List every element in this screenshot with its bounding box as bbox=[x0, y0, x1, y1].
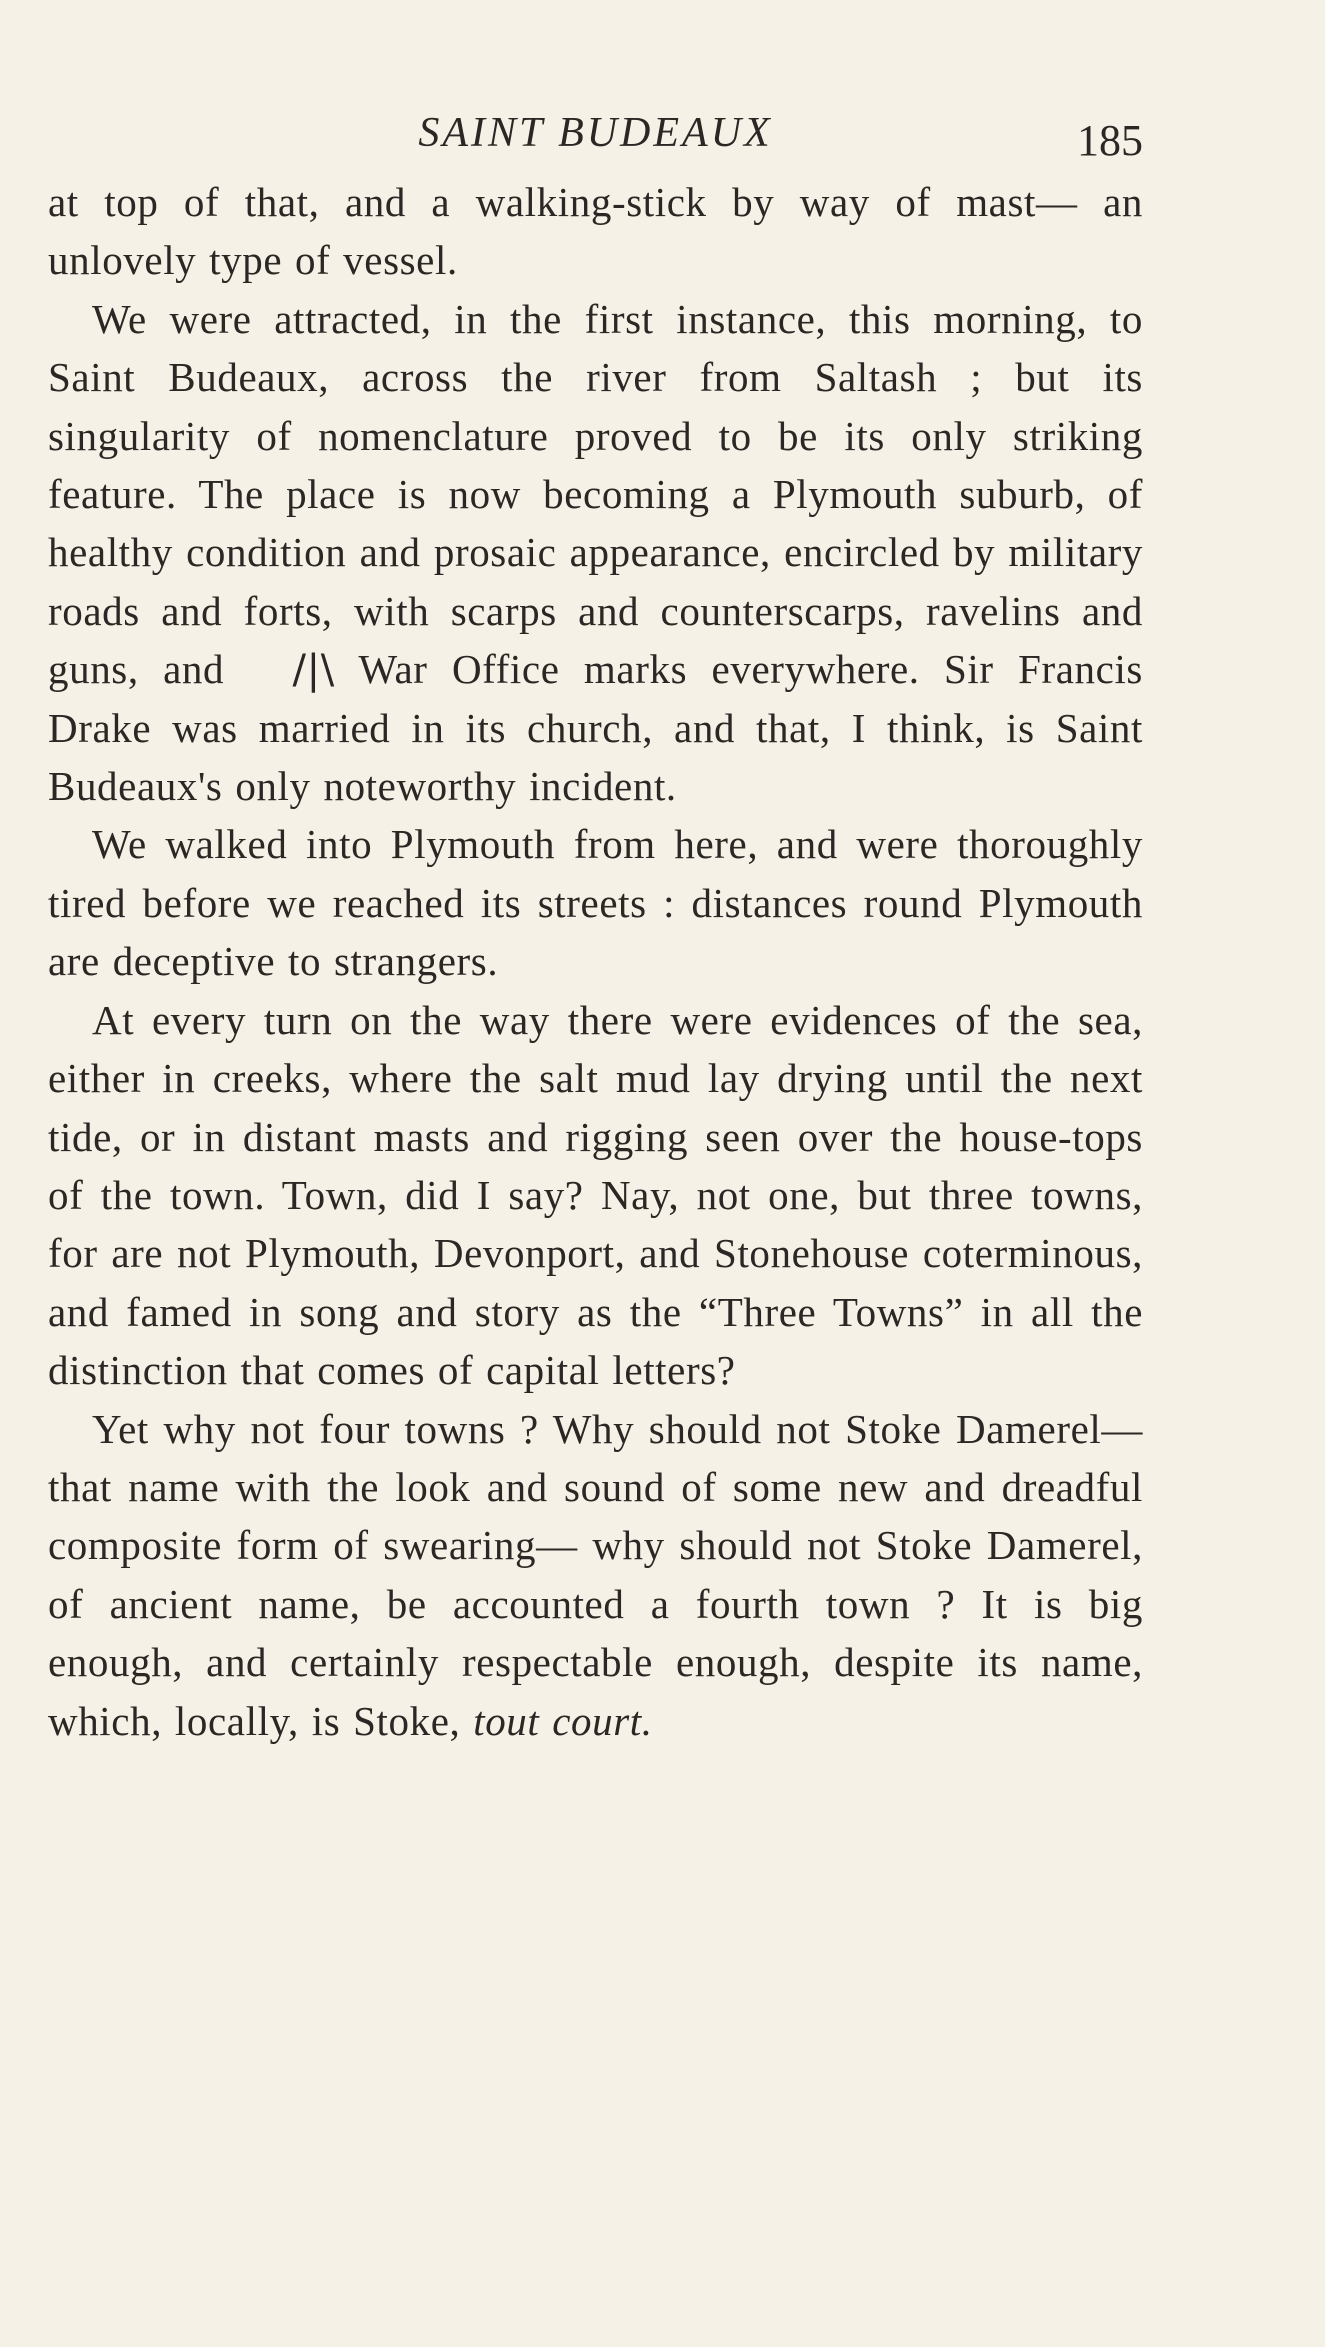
paragraph-text: War Office marks everywhere. Sir Francis Drake was married in its church, and that, I think, is Saint Budeaux's only noteworthy incident. bbox=[48, 646, 1143, 810]
broad-arrow-mark: /|\ bbox=[292, 647, 335, 694]
paragraph-continued bbox=[48, 173, 1143, 290]
page-number: 185 bbox=[1077, 116, 1143, 165]
page-header bbox=[48, 108, 1143, 168]
paragraph-text: at top of that, and a walking-stick by way of mast— an unlovely type of vessel. bbox=[48, 179, 1143, 284]
paragraph-text: At every turn on the way there were evidences of the sea, either in creeks, where the salt mud lay drying until the next tide, or in distant masts and rigging seen over the house-tops of the town. Town, did I say? Nay, not one, but three towns, for are not Plymouth, Devonport, and Stonehouse coterminous, and famed in song and story as the “Three Towns” in all the distinction that comes of capital letters? bbox=[48, 996, 1143, 1394]
paragraph-saint-budeaux bbox=[48, 290, 1143, 816]
paragraph-stoke-damerel bbox=[48, 1400, 1143, 1750]
paragraph-text: We walked into Plymouth from here, and were thoroughly tired before we reached its streets : distances round Plymouth are deceptive to strangers. bbox=[48, 821, 1143, 985]
body-text bbox=[48, 173, 1143, 1750]
paragraph-three-towns bbox=[48, 991, 1143, 1400]
paragraph-plymouth-walk bbox=[48, 815, 1143, 990]
italic-phrase: tout court. bbox=[473, 1697, 653, 1744]
paragraph-text: We were attracted, in the first instance, this morning, to Saint Budeaux, across the river from Saltash ; but its singularity of nomenclature proved to be its only striking feature. The place is now becoming a Plymouth suburb, of healthy condition and prosaic appearance, encircled by military roads and forts, with scarps and counterscarps, ravelins and guns, and bbox=[48, 295, 1143, 693]
running-head: SAINT BUDEAUX bbox=[418, 110, 773, 156]
paragraph-text: Yet why not four towns ? Why should not Stoke Damerel—that name with the look and sound of some new and dreadful composite form of swearing— why should not Stoke Damerel, of ancient name, be accounted a fourth town ? It is big enough, and certainly respectable enough, despite its name, which, locally, is Stoke, bbox=[48, 1405, 1143, 1744]
